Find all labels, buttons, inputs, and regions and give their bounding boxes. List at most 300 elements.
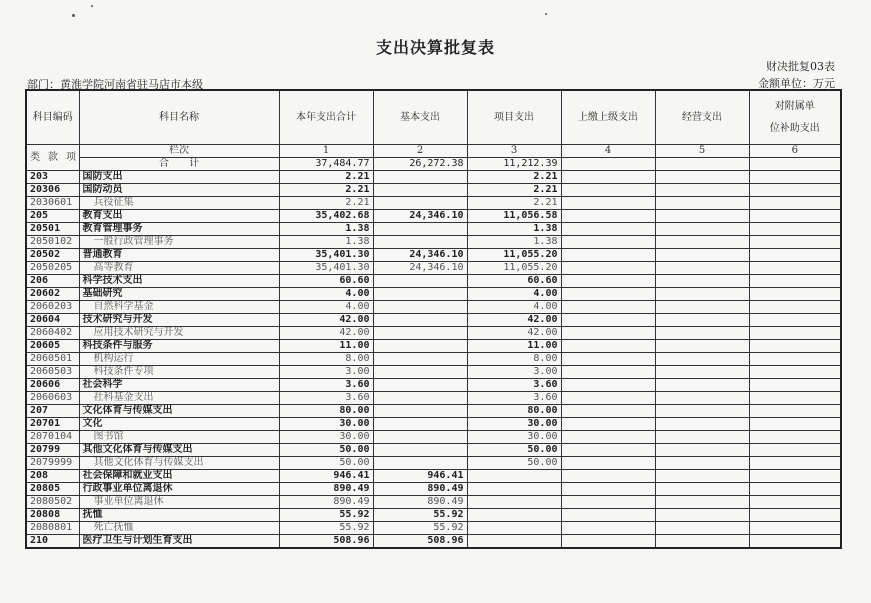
row-total: 2.21 <box>279 171 373 184</box>
row-name: 医疗卫生与计划生育支出 <box>79 535 279 549</box>
row-name: 普通教育 <box>79 249 279 262</box>
row-project: 1.38 <box>467 223 561 236</box>
row-name: 教育管理事务 <box>79 223 279 236</box>
row-subsidy <box>749 340 841 353</box>
expenditure-table <box>25 89 842 549</box>
row-project: 11.00 <box>467 340 561 353</box>
header-subsidy <box>749 90 841 145</box>
row-project <box>467 535 561 549</box>
row-business <box>655 457 749 470</box>
row-upper <box>561 535 655 549</box>
col-num-2: 2 <box>373 145 467 158</box>
row-upper <box>561 405 655 418</box>
row-basic: 890.49 <box>373 496 467 509</box>
table-row <box>26 509 841 522</box>
row-name: 社会保障和就业支出 <box>79 470 279 483</box>
row-subsidy <box>749 236 841 249</box>
column-number-row <box>26 145 841 158</box>
row-project <box>467 496 561 509</box>
table-row <box>26 197 841 210</box>
row-project: 80.00 <box>467 405 561 418</box>
header-basic: 基本支出 <box>373 90 467 145</box>
row-subsidy <box>749 418 841 431</box>
row-total: 60.60 <box>279 275 373 288</box>
row-basic <box>373 301 467 314</box>
row-subsidy <box>749 327 841 340</box>
row-basic <box>373 236 467 249</box>
lei-label: 类 <box>30 151 40 163</box>
row-project: 50.00 <box>467 457 561 470</box>
row-code: 2050205 <box>26 262 79 275</box>
row-upper <box>561 184 655 197</box>
table-row <box>26 340 841 353</box>
form-number: 财决批复03表 <box>766 60 835 73</box>
row-code: 2070104 <box>26 431 79 444</box>
row-subsidy <box>749 210 841 223</box>
row-code: 20606 <box>26 379 79 392</box>
table-row <box>26 288 841 301</box>
table-row <box>26 223 841 236</box>
row-total: 42.00 <box>279 327 373 340</box>
row-total: 11.00 <box>279 340 373 353</box>
row-total: 55.92 <box>279 509 373 522</box>
table-header-row <box>26 90 841 145</box>
row-code: 20306 <box>26 184 79 197</box>
row-business <box>655 353 749 366</box>
row-basic <box>373 275 467 288</box>
row-project: 2.21 <box>467 197 561 210</box>
row-code: 20502 <box>26 249 79 262</box>
row-business <box>655 483 749 496</box>
row-subsidy <box>749 184 841 197</box>
row-subsidy <box>749 314 841 327</box>
row-project: 2.21 <box>467 171 561 184</box>
row-name: 科技条件专项 <box>79 366 279 379</box>
row-total: 890.49 <box>279 483 373 496</box>
row-basic: 55.92 <box>373 522 467 535</box>
row-subsidy <box>749 301 841 314</box>
table-row <box>26 366 841 379</box>
row-name: 兵役征集 <box>79 197 279 210</box>
row-subsidy <box>749 509 841 522</box>
row-total: 1.38 <box>279 223 373 236</box>
row-total: 8.00 <box>279 353 373 366</box>
col-num-1: 1 <box>279 145 373 158</box>
row-name: 国防动员 <box>79 184 279 197</box>
row-total: 35,401.30 <box>279 249 373 262</box>
row-name: 高等教育 <box>79 262 279 275</box>
row-upper <box>561 470 655 483</box>
row-subsidy <box>749 444 841 457</box>
row-total: 3.60 <box>279 392 373 405</box>
row-business <box>655 496 749 509</box>
total-row <box>26 158 841 171</box>
total-label: 合 计 <box>79 158 279 171</box>
row-project: 4.00 <box>467 301 561 314</box>
col-num-3: 3 <box>467 145 561 158</box>
row-code: 203 <box>26 171 79 184</box>
xiang-label: 项 <box>66 151 76 163</box>
row-basic <box>373 457 467 470</box>
row-basic <box>373 379 467 392</box>
table-row <box>26 262 841 275</box>
col-num-4: 4 <box>561 145 655 158</box>
row-project: 30.00 <box>467 431 561 444</box>
row-name: 机构运行 <box>79 353 279 366</box>
total-business <box>655 158 749 171</box>
row-business <box>655 522 749 535</box>
row-business <box>655 223 749 236</box>
row-total: 35,402.68 <box>279 210 373 223</box>
header-business: 经营支出 <box>655 90 749 145</box>
row-total: 42.00 <box>279 314 373 327</box>
row-upper <box>561 522 655 535</box>
header-code: 科目编码 <box>26 90 79 145</box>
row-project: 42.00 <box>467 327 561 340</box>
table-row <box>26 535 841 549</box>
row-code: 206 <box>26 275 79 288</box>
row-name: 事业单位离退休 <box>79 496 279 509</box>
col-num-5: 5 <box>655 145 749 158</box>
row-basic <box>373 288 467 301</box>
row-basic <box>373 405 467 418</box>
row-subsidy <box>749 535 841 549</box>
row-basic <box>373 366 467 379</box>
row-basic <box>373 223 467 236</box>
header-subsidy-line2: 位补助支出 <box>769 122 820 134</box>
row-name: 死亡抚恤 <box>79 522 279 535</box>
row-business <box>655 197 749 210</box>
scan-speck <box>545 13 547 15</box>
row-basic: 508.96 <box>373 535 467 549</box>
row-business <box>655 236 749 249</box>
row-business <box>655 314 749 327</box>
row-name: 其他文化体育与传媒支出 <box>79 457 279 470</box>
row-basic: 24,346.10 <box>373 210 467 223</box>
row-total: 3.60 <box>279 379 373 392</box>
row-subsidy <box>749 288 841 301</box>
table-row <box>26 171 841 184</box>
row-code: 2060603 <box>26 392 79 405</box>
row-name: 科学技术支出 <box>79 275 279 288</box>
row-name: 国防支出 <box>79 171 279 184</box>
row-project: 3.00 <box>467 366 561 379</box>
row-project: 8.00 <box>467 353 561 366</box>
table-row <box>26 444 841 457</box>
row-business <box>655 366 749 379</box>
row-project: 2.21 <box>467 184 561 197</box>
table-row <box>26 522 841 535</box>
row-basic <box>373 184 467 197</box>
row-upper <box>561 483 655 496</box>
row-basic: 24,346.10 <box>373 262 467 275</box>
row-basic <box>373 353 467 366</box>
row-upper <box>561 379 655 392</box>
table-row <box>26 275 841 288</box>
row-basic <box>373 444 467 457</box>
table-row <box>26 184 841 197</box>
row-project: 1.38 <box>467 236 561 249</box>
row-upper <box>561 249 655 262</box>
row-basic <box>373 171 467 184</box>
row-total: 946.41 <box>279 470 373 483</box>
row-upper <box>561 392 655 405</box>
row-name: 抚恤 <box>79 509 279 522</box>
row-upper <box>561 366 655 379</box>
kuan-label: 款 <box>48 151 58 163</box>
row-code: 207 <box>26 405 79 418</box>
row-basic <box>373 340 467 353</box>
row-project: 42.00 <box>467 314 561 327</box>
row-project: 3.60 <box>467 379 561 392</box>
row-total: 35,401.30 <box>279 262 373 275</box>
row-code: 2060402 <box>26 327 79 340</box>
row-project: 11,056.58 <box>467 210 561 223</box>
row-name: 图书馆 <box>79 431 279 444</box>
row-total: 4.00 <box>279 288 373 301</box>
row-business <box>655 171 749 184</box>
table-row <box>26 210 841 223</box>
row-project: 3.60 <box>467 392 561 405</box>
lei-kuan-xiang-cell <box>26 145 79 171</box>
row-upper <box>561 288 655 301</box>
total-project: 11,212.39 <box>467 158 561 171</box>
row-business <box>655 340 749 353</box>
row-subsidy <box>749 171 841 184</box>
row-name: 社会科学 <box>79 379 279 392</box>
row-basic <box>373 418 467 431</box>
row-code: 20805 <box>26 483 79 496</box>
row-code: 20701 <box>26 418 79 431</box>
row-basic <box>373 197 467 210</box>
header-name: 科目名称 <box>79 90 279 145</box>
row-project <box>467 483 561 496</box>
row-total: 2.21 <box>279 184 373 197</box>
row-name: 社科基金支出 <box>79 392 279 405</box>
row-upper <box>561 431 655 444</box>
row-name: 行政事业单位离退休 <box>79 483 279 496</box>
header-subsidy-line1: 对附属单 <box>774 100 815 112</box>
row-business <box>655 444 749 457</box>
row-total: 30.00 <box>279 418 373 431</box>
row-code: 20808 <box>26 509 79 522</box>
page-title: 支出决算批复表 <box>375 38 495 57</box>
row-business <box>655 249 749 262</box>
row-subsidy <box>749 262 841 275</box>
table-row <box>26 249 841 262</box>
total-basic: 26,272.38 <box>373 158 467 171</box>
scan-speck <box>72 14 75 17</box>
table-row <box>26 392 841 405</box>
table-row <box>26 457 841 470</box>
row-upper <box>561 444 655 457</box>
department-label: 部门：黄淮学院河南省驻马店市本级 <box>27 78 203 91</box>
row-code: 2080801 <box>26 522 79 535</box>
row-name: 文化体育与传媒支出 <box>79 405 279 418</box>
row-total: 50.00 <box>279 457 373 470</box>
row-code: 2030601 <box>26 197 79 210</box>
row-code: 20605 <box>26 340 79 353</box>
row-subsidy <box>749 353 841 366</box>
scan-speck <box>91 5 93 7</box>
row-subsidy <box>749 470 841 483</box>
row-project: 4.00 <box>467 288 561 301</box>
row-project: 11,055.20 <box>467 262 561 275</box>
row-name: 文化 <box>79 418 279 431</box>
row-upper <box>561 236 655 249</box>
row-code: 20604 <box>26 314 79 327</box>
table-row <box>26 470 841 483</box>
row-business <box>655 262 749 275</box>
header-project: 项目支出 <box>467 90 561 145</box>
row-total: 508.96 <box>279 535 373 549</box>
row-upper <box>561 223 655 236</box>
table-row <box>26 327 841 340</box>
row-upper <box>561 340 655 353</box>
row-basic <box>373 314 467 327</box>
row-name: 科技条件与服务 <box>79 340 279 353</box>
row-business <box>655 379 749 392</box>
header-upper: 上缴上级支出 <box>561 90 655 145</box>
row-code: 20602 <box>26 288 79 301</box>
table-row <box>26 405 841 418</box>
row-upper <box>561 210 655 223</box>
row-upper <box>561 496 655 509</box>
row-name: 教育支出 <box>79 210 279 223</box>
row-upper <box>561 262 655 275</box>
row-project <box>467 470 561 483</box>
row-name: 基础研究 <box>79 288 279 301</box>
table-row <box>26 353 841 366</box>
row-total: 4.00 <box>279 301 373 314</box>
row-basic <box>373 431 467 444</box>
row-total: 3.00 <box>279 366 373 379</box>
row-name: 一般行政管理事务 <box>79 236 279 249</box>
row-code: 2060503 <box>26 366 79 379</box>
row-code: 20501 <box>26 223 79 236</box>
row-business <box>655 431 749 444</box>
row-subsidy <box>749 275 841 288</box>
row-subsidy <box>749 405 841 418</box>
table-row <box>26 314 841 327</box>
row-project <box>467 522 561 535</box>
row-business <box>655 210 749 223</box>
row-name: 自然科学基金 <box>79 301 279 314</box>
table-row <box>26 431 841 444</box>
row-basic: 55.92 <box>373 509 467 522</box>
row-project: 30.00 <box>467 418 561 431</box>
row-basic: 946.41 <box>373 470 467 483</box>
row-upper <box>561 314 655 327</box>
row-business <box>655 301 749 314</box>
unit-label: 金额单位：万元 <box>758 77 835 90</box>
table-row <box>26 496 841 509</box>
row-business <box>655 509 749 522</box>
row-upper <box>561 509 655 522</box>
lanci-label: 栏次 <box>79 145 279 158</box>
row-project: 50.00 <box>467 444 561 457</box>
row-total: 50.00 <box>279 444 373 457</box>
row-subsidy <box>749 496 841 509</box>
row-total: 30.00 <box>279 431 373 444</box>
row-subsidy <box>749 249 841 262</box>
row-project <box>467 509 561 522</box>
table-row <box>26 301 841 314</box>
row-subsidy <box>749 366 841 379</box>
row-subsidy <box>749 483 841 496</box>
row-basic: 890.49 <box>373 483 467 496</box>
table-row <box>26 418 841 431</box>
row-upper <box>561 171 655 184</box>
row-basic: 24,346.10 <box>373 249 467 262</box>
row-subsidy <box>749 431 841 444</box>
row-subsidy <box>749 392 841 405</box>
row-total: 890.49 <box>279 496 373 509</box>
row-upper <box>561 275 655 288</box>
row-subsidy <box>749 197 841 210</box>
row-business <box>655 288 749 301</box>
row-business <box>655 535 749 549</box>
table-row <box>26 483 841 496</box>
row-upper <box>561 418 655 431</box>
table-row <box>26 379 841 392</box>
row-business <box>655 405 749 418</box>
row-total: 55.92 <box>279 522 373 535</box>
total-amount: 37,484.77 <box>279 158 373 171</box>
row-business <box>655 184 749 197</box>
row-code: 2060501 <box>26 353 79 366</box>
row-subsidy <box>749 457 841 470</box>
row-upper <box>561 301 655 314</box>
row-code: 20799 <box>26 444 79 457</box>
row-code: 2080502 <box>26 496 79 509</box>
row-upper <box>561 327 655 340</box>
row-code: 2060203 <box>26 301 79 314</box>
table-row <box>26 236 841 249</box>
row-upper <box>561 197 655 210</box>
row-code: 208 <box>26 470 79 483</box>
row-upper <box>561 457 655 470</box>
row-project: 11,055.20 <box>467 249 561 262</box>
row-business <box>655 275 749 288</box>
row-code: 210 <box>26 535 79 549</box>
total-upper <box>561 158 655 171</box>
row-project: 60.60 <box>467 275 561 288</box>
row-business <box>655 470 749 483</box>
row-basic <box>373 327 467 340</box>
total-subsidy <box>749 158 841 171</box>
col-num-6: 6 <box>749 145 841 158</box>
row-subsidy <box>749 379 841 392</box>
row-name: 应用技术研究与开发 <box>79 327 279 340</box>
header-total: 本年支出合计 <box>279 90 373 145</box>
row-total: 1.38 <box>279 236 373 249</box>
row-subsidy <box>749 223 841 236</box>
row-business <box>655 327 749 340</box>
row-basic <box>373 392 467 405</box>
row-subsidy <box>749 522 841 535</box>
row-code: 205 <box>26 210 79 223</box>
row-total: 80.00 <box>279 405 373 418</box>
row-code: 2050102 <box>26 236 79 249</box>
row-name: 其他文化体育与传媒支出 <box>79 444 279 457</box>
row-total: 2.21 <box>279 197 373 210</box>
row-name: 技术研究与开发 <box>79 314 279 327</box>
row-upper <box>561 353 655 366</box>
row-code: 2079999 <box>26 457 79 470</box>
row-business <box>655 418 749 431</box>
row-business <box>655 392 749 405</box>
